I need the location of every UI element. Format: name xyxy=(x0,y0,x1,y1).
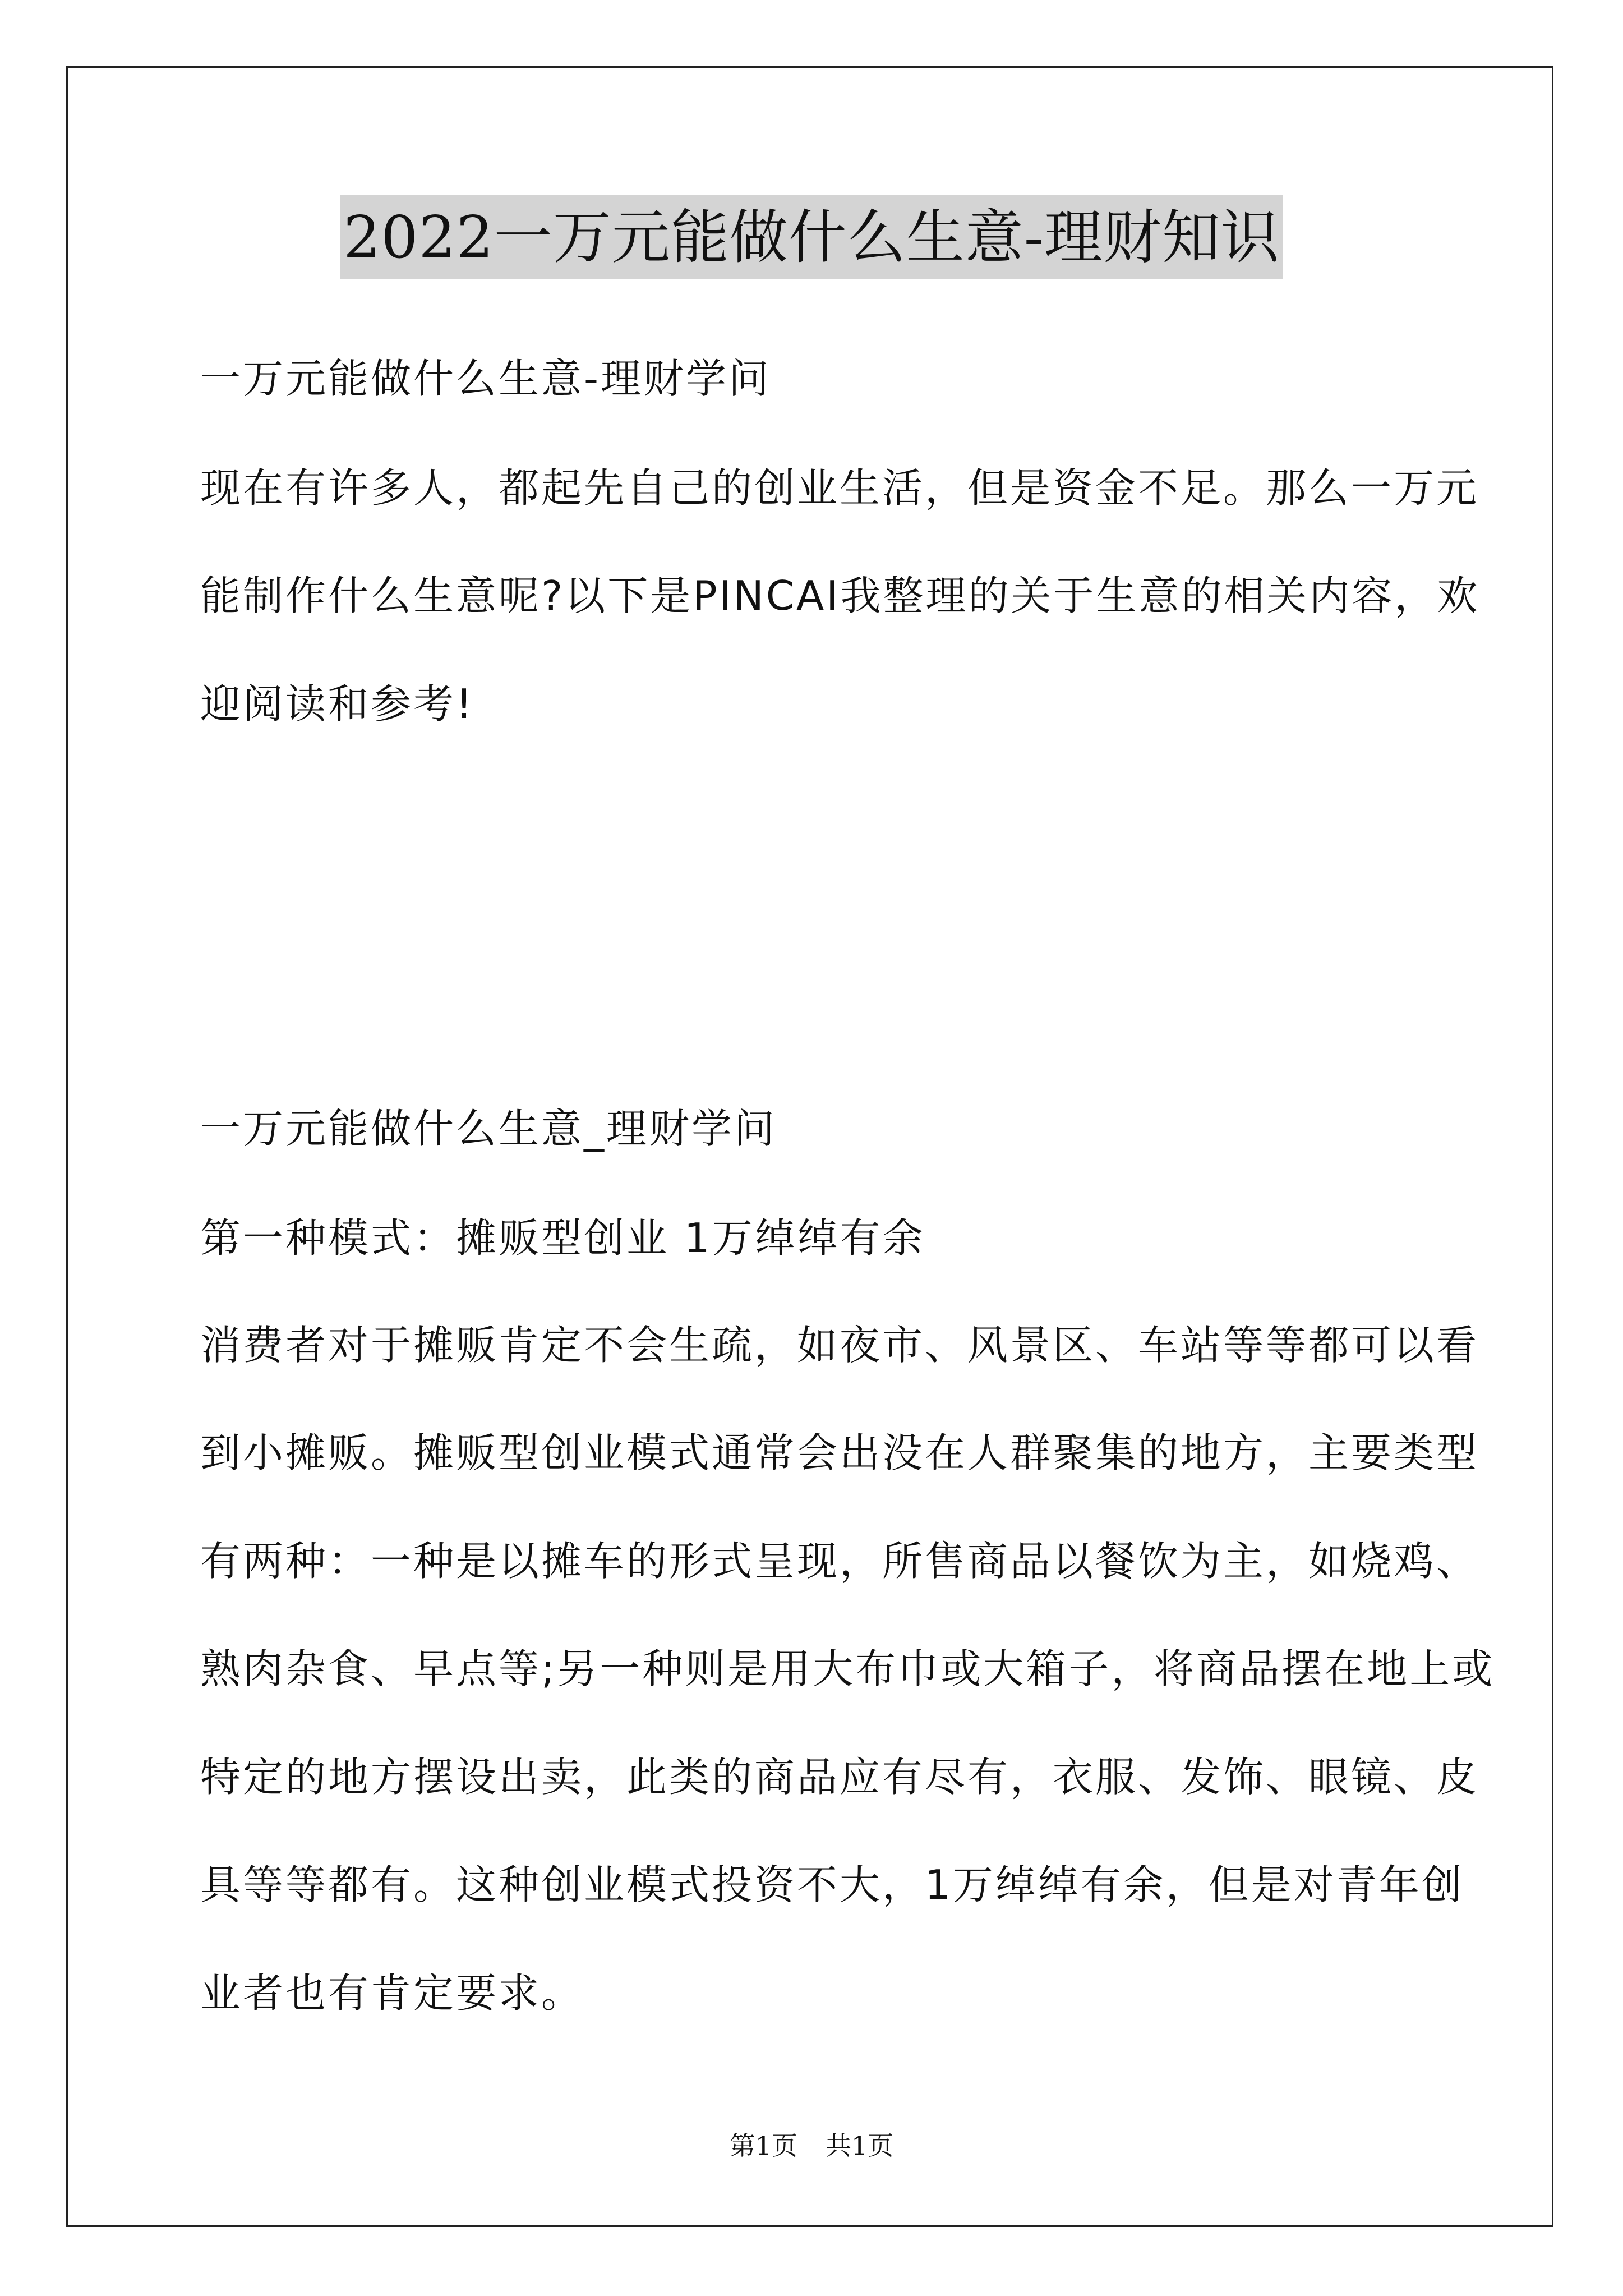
page-number: 第1页 xyxy=(729,2131,797,2161)
intro-line-1: 现在有许多人，都起先自己的创业生活，但是资金不足。那么一万元 xyxy=(200,464,1479,512)
intro-line-2: 能制作什么生意呢?以下是PINCAI我整理的关于生意的相关内容，欢 xyxy=(200,572,1480,619)
intro-heading: 一万元能做什么生意-理财学问 xyxy=(200,355,771,402)
title-container xyxy=(0,195,1623,279)
body-line-3: 有两种：一种是以摊车的形式呈现，所售商品以餐饮为主，如烧鸡、 xyxy=(200,1538,1479,1585)
body-line-7: 业者也有肯定要求。 xyxy=(200,1970,584,2017)
page-total: 共1页 xyxy=(826,2131,894,2161)
body-line-5: 特定的地方摆设出卖，此类的商品应有尽有，衣服、发饰、眼镜、皮 xyxy=(200,1754,1479,1801)
intro-line-3: 迎阅读和参考! xyxy=(200,680,474,728)
body-line-2: 到小摊贩。摊贩型创业模式通常会出没在人群聚集的地方，主要类型 xyxy=(200,1429,1479,1476)
body-line-4: 熟肉杂食、早点等;另一种则是用大布巾或大箱子，将商品摆在地上或 xyxy=(200,1645,1495,1692)
body-line-1: 消费者对于摊贩肯定不会生疏，如夜市、风景区、车站等等都可以看 xyxy=(200,1322,1479,1369)
section-heading: 一万元能做什么生意_理财学问 xyxy=(200,1105,777,1152)
mode-heading: 第一种模式：摊贩型创业 1万绰绰有余 xyxy=(200,1214,925,1262)
page-footer xyxy=(0,2129,1623,2162)
body-line-6: 具等等都有。这种创业模式投资不大，1万绰绰有余，但是对青年创 xyxy=(200,1861,1464,1908)
document-title: 2022一万元能做什么生意-理财知识 xyxy=(340,195,1283,279)
